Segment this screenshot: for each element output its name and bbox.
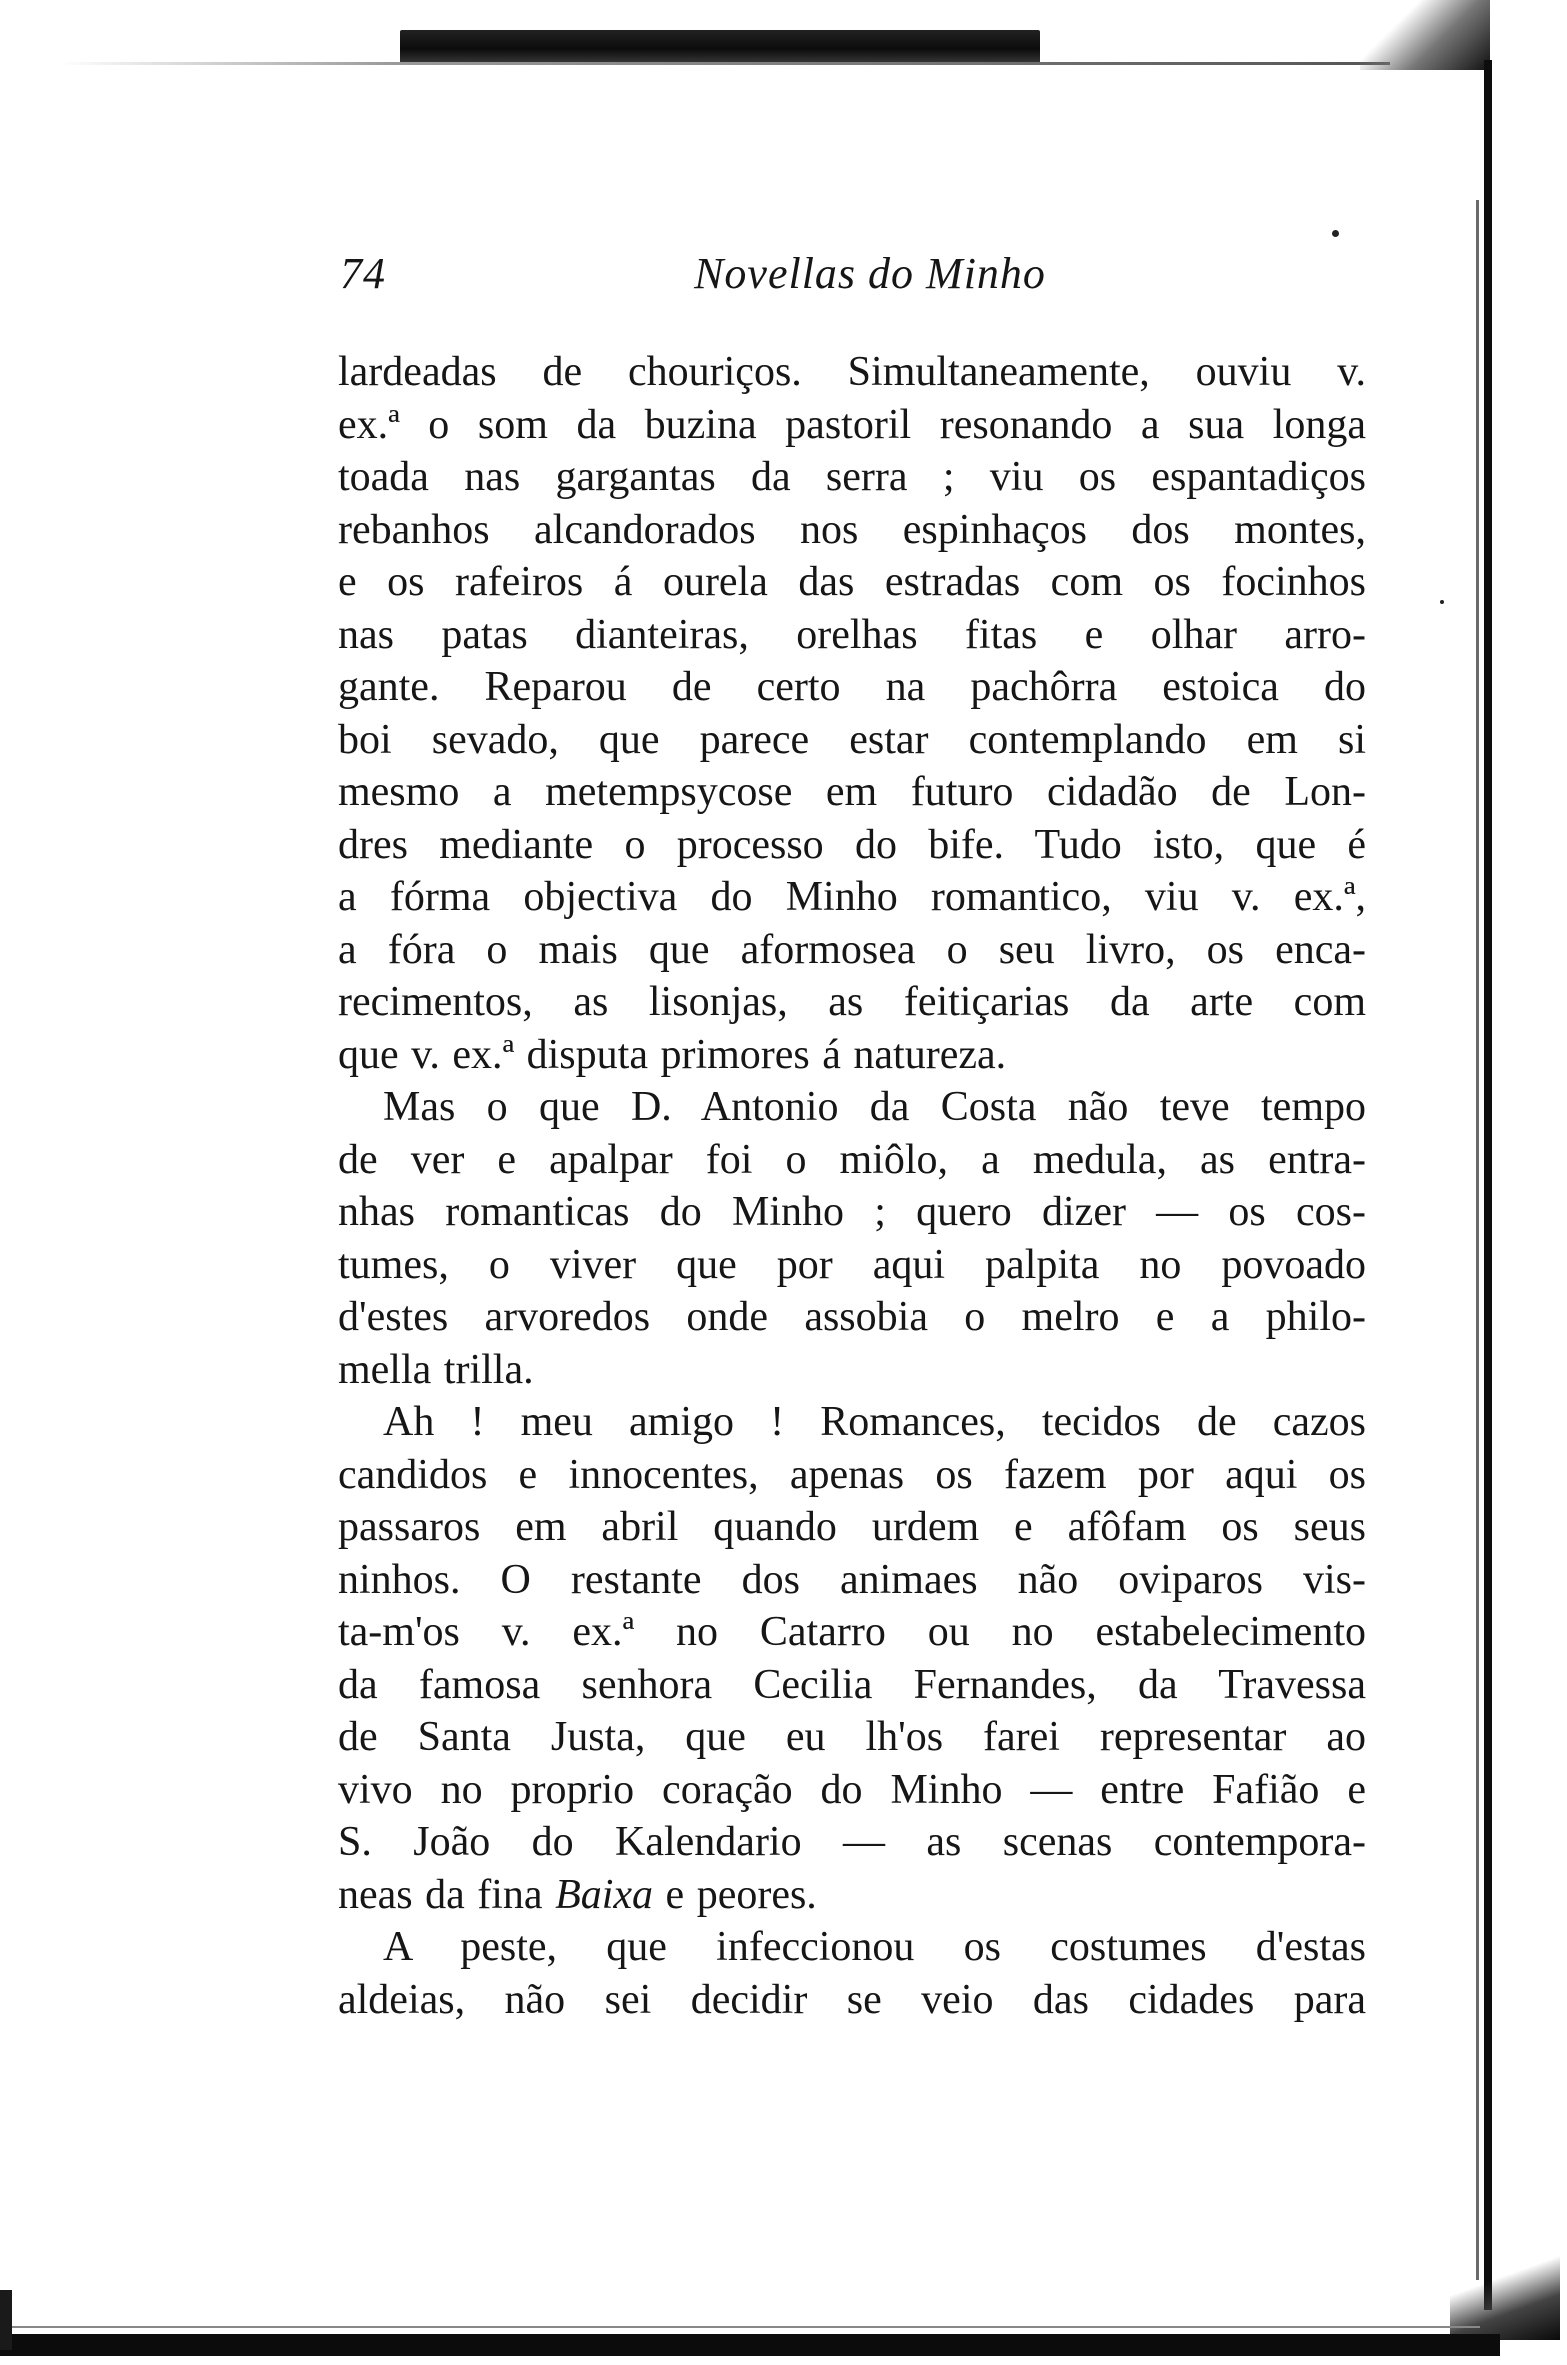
paragraph-start: A peste, que infeccionou os costumes d'estas (383, 1924, 1366, 1970)
page-right-edge (1484, 60, 1492, 2310)
text-line: boi sevado, que parece estar contemplando em si (338, 716, 1366, 763)
paragraph-start: Ah ! meu amigo ! Romances, tecidos de cazos (383, 1399, 1366, 1445)
text-line: nhas romanticas do Minho ; quero dizer — os cos- (338, 1189, 1366, 1235)
page-bottom-line (10, 2326, 1480, 2328)
text-line: tumes, o viver que por aqui palpita no povoado (338, 1241, 1366, 1288)
text-line: passaros em abril quando urdem e afôfam os seus (338, 1504, 1366, 1550)
body-text (338, 346, 1366, 2026)
scan-top-line (60, 62, 1390, 65)
text-line: ninhos. O restante dos animaes não oviparos vis- (338, 1556, 1366, 1603)
text-line: lardeadas de chouriços. Simultaneamente, ouviu v. (338, 349, 1366, 395)
ink-speck (1332, 230, 1339, 237)
text-line: toada nas gargantas da serra ; viu os espantadiços (338, 454, 1366, 500)
running-title: Novellas do Minho (694, 249, 1046, 298)
page-number: 74 (340, 249, 386, 298)
ink-speck (1440, 600, 1444, 604)
text-line: d'estes arvoredos onde assobia o melro e a philo- (338, 1294, 1366, 1340)
page-bottom-edge (0, 2334, 1500, 2356)
text-line: recimentos, as lisonjas, as feitiçarias da arte com (338, 979, 1366, 1025)
text-line: e os rafeiros á ourela das estradas com os focinhos (338, 559, 1366, 605)
text-line: candidos e innocentes, apenas os fazem por aqui os (338, 1451, 1366, 1498)
page-left-corner (0, 2290, 12, 2350)
text-line: aldeias, não sei decidir se veio das cidades para (338, 1976, 1366, 2023)
text-line: da famosa senhora Cecilia Fernandes, da Travessa (338, 1661, 1366, 1708)
text-line: vivo no proprio coração do Minho — entre Fafião e (338, 1766, 1366, 1813)
text-line: nas patas dianteiras, orelhas fitas e olhar arro- (338, 611, 1366, 658)
text-line: S. João do Kalendario — as scenas contempora- (338, 1819, 1366, 1865)
text-fragment: e peores. (653, 1871, 817, 1918)
text-fragment: neas da fina (338, 1871, 556, 1918)
text-line: ex.ª o som da buzina pastoril resonando a sua longa (338, 401, 1366, 448)
running-head (340, 248, 1360, 318)
scan-corner-shadow (1360, 0, 1490, 70)
text-line: a fóra o mais que aformosea o seu livro, os enca- (338, 926, 1366, 973)
text-line: ta-m'os v. ex.ª no Catarro ou no estabelecimento (338, 1609, 1366, 1655)
text-line: a fórma objectiva do Minho romantico, viu v. ex.ª, (338, 874, 1366, 920)
italic-word: Baixa (555, 1871, 654, 1918)
text-line: de Santa Justa, que eu lh'os farei representar ao (338, 1714, 1366, 1760)
paragraph-start: Mas o que D. Antonio da Costa não teve tempo (383, 1084, 1366, 1130)
text-line: mesmo a metempsycose em futuro cidadão de Lon- (338, 769, 1366, 815)
scan-top-border (400, 30, 1040, 64)
text-line: de ver e apalpar foi o miôlo, a medula, as entra- (338, 1136, 1366, 1183)
page-right-edge-shadow (1476, 200, 1479, 2280)
text-line: rebanhos alcandorados nos espinhaços dos montes, (338, 506, 1366, 553)
text-line: dres mediante o processo do bife. Tudo isto, que é (338, 821, 1366, 868)
text-line (338, 1869, 1366, 1922)
text-line: gante. Reparou de certo na pachôrra estoica do (338, 664, 1366, 710)
text-line: mella trilla. (338, 1346, 534, 1393)
text-line: que v. ex.ª disputa primores á natureza. (338, 1031, 1007, 1078)
